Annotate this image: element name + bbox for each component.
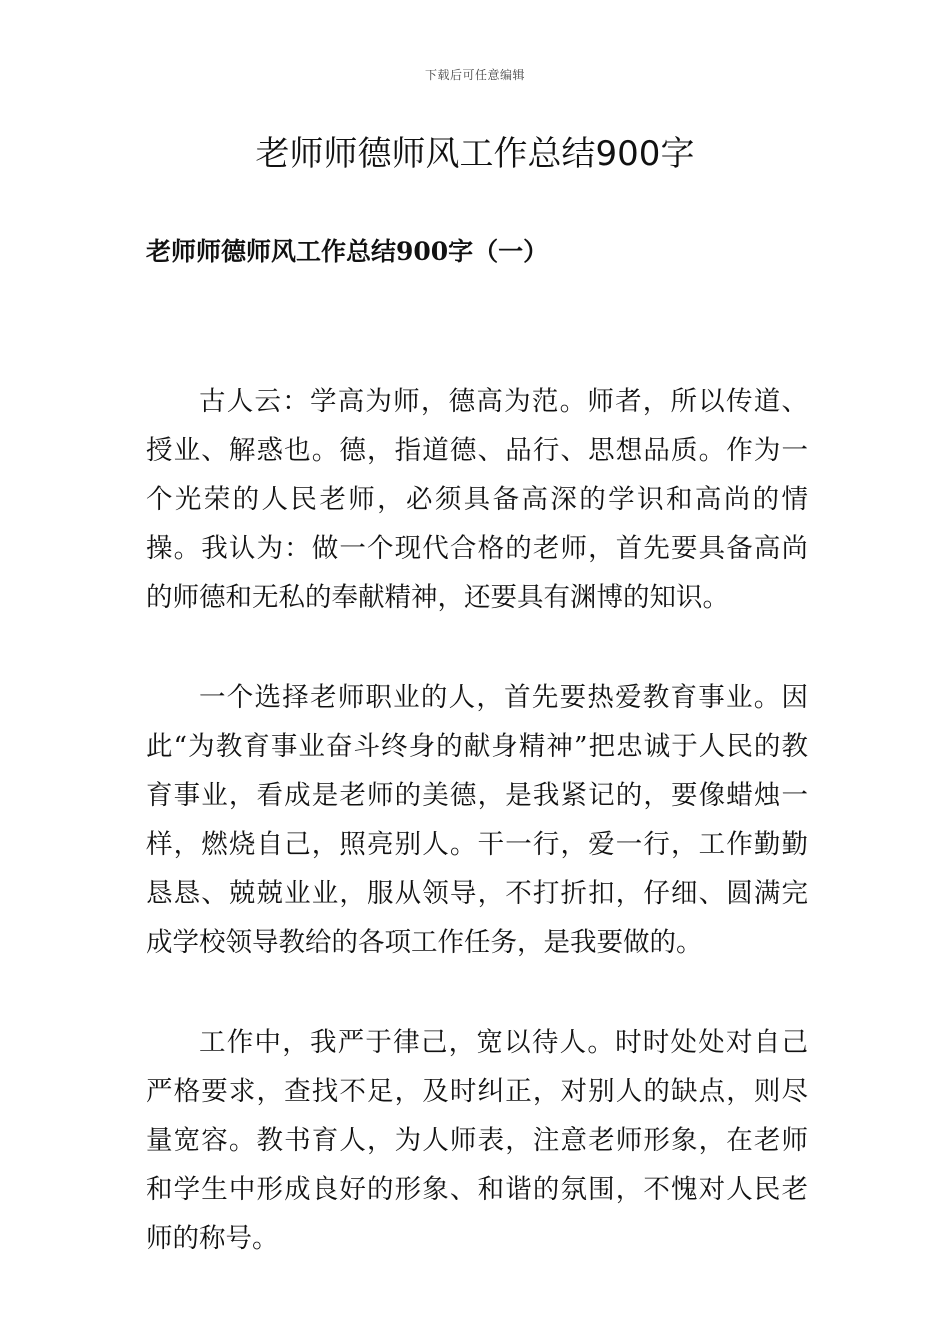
paragraph-1: 古人云：学高为师，德高为范。师者，所以传道、授业、解惑也。德，指道德、品行、思想品质。作为一个光荣的人民老师，必须具备高深的学识和高尚的情操。我认为：做一个现代合格的老师，首先要具备高尚的师德和无私的奉献精神，还要具有渊博的知识。 — [146, 386, 808, 613]
header-note: 下载后可任意编辑 — [424, 68, 525, 82]
section-subtitle: 老师师德师风工作总结900字（一） — [146, 237, 549, 266]
paragraph-3: 工作中，我严于律己，宽以待人。时时处处对自己严格要求，查找不足，及时纠正，对别人的缺点，则尽量宽容。教书育人，为人师表，注意老师形象，在老师和学生中形成良好的形象、和谐的氛围，不愧对人民老师的称号。 — [146, 1027, 808, 1254]
paragraph-2: 一个选择老师职业的人，首先要热爱教育事业。因此“为教育事业奋斗终身的献身精神”把忠诚于人民的教育事业，看成是老师的美德，是我紧记的，要像蜡烛一样，燃烧自己，照亮别人。干一行，爱一行，工作勤勤恳恳、兢兢业业，服从领导，不打折扣，仔细、圆满完成学校领导教给的各项工作任务，是我要做的。 — [146, 682, 808, 958]
page-title: 老师师德师风工作总结900字 — [255, 134, 695, 174]
